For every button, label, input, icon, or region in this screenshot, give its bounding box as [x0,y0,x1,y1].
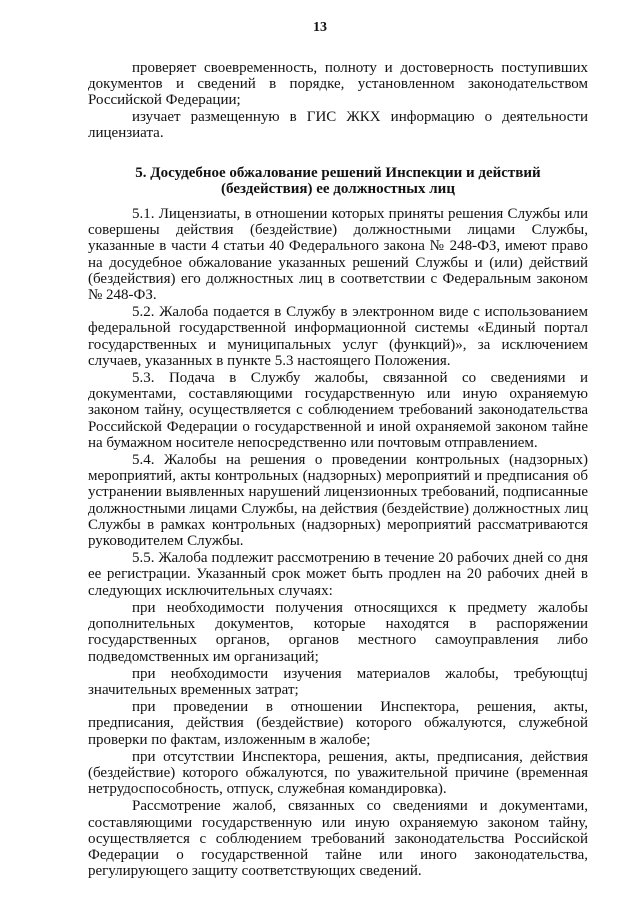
section-heading-line-2: (бездействия) ее должностных лиц [221,181,455,198]
intro-paragraph-1: проверяет своевременность, полноту и достоверность поступивших документов и сведений в порядке, установленном законодательством Российской Федерации; [88,60,588,109]
document-body [88,60,588,879]
page-number: 13 [313,20,327,35]
paragraph-secret-complaints: Рассмотрение жалоб, связанных со сведениями и документами, составляющими государственную или иную охраняемую законом тайну, осуществляется с соблюдением требований законодательства Российской Федерации о государственной тайне или иного законодательства, регулирующего защиту соответствующих сведений. [88,798,588,880]
paragraph-5-2: 5.2. Жалоба подается в Службу в электронном виде с использованием федеральной государственной информационной системы «Единый портал государственных и муниципальных услуг (функций)», за исключением случаев, указанных в пункте 5.3 настоящего Положения. [88,304,588,369]
case-item-1: при необходимости получения относящихся к предмету жалобы дополнительных документов, которые находятся в распоряжении государственных органов, органов местного самоуправления либо подведомственных им организаций; [88,599,588,665]
case-item-4: при отсутствии Инспектора, решения, акты, предписания, действия (бездействие) которого обжалуются, по уважительной причине (временная нетрудоспособность, отпуск, служебная командировка). [88,748,588,798]
paragraph-5-1: 5.1. Лицензиаты, в отношении которых приняты решения Службы или совершены действия (бездействие) должностными лицами Службы, указанные в части 4 статьи 40 Федерального закона № 248-ФЗ, имеют право на досудебное обжалование указанных решений Службы и (или) действий (бездействия) его должностных лиц в соответствии с Федеральным законом № 248-ФЗ. [88,206,588,304]
section-heading-line-1: 5. Досудебное обжалование решений Инспекции и действий [135,165,541,182]
intro-paragraph-2: изучает размещенную в ГИС ЖКХ информацию о деятельности лицензиата. [88,108,588,141]
case-item-2: при необходимости изучения материалов жалобы, требующtuj значительных временных затрат; [88,665,588,698]
paragraph-5-5: 5.5. Жалоба подлежит рассмотрению в течение 20 рабочих дней со дня ее регистрации. Указанный срок может быть продлен на 20 рабочих дней в следующих исключительных случаях: [88,550,588,599]
paragraph-5-4: 5.4. Жалобы на решения о проведении контрольных (надзорных) мероприятий, акты контрольных (надзорных) мероприятий и предписания об устранении выявленных нарушений лицензионных требований, подписанные должностными лицами Службы, на действия (бездействие) должностных лиц Службы в рамках контрольных (надзорных) мероприятий рассматриваются руководителем Службы. [88,452,588,550]
section-heading [88,165,588,197]
case-item-3: при проведении в отношении Инспектора, решения, акты, предписания, действия (бездействие) которого обжалуются, служебной проверки по фактам, изложенным в жалобе; [88,699,588,748]
paragraph-5-3: 5.3. Подача в Службу жалобы, связанной со сведениями и документами, составляющими государственную или иную охраняемую законом тайну, осуществляется с соблюдением требований законодательства Российской Федерации о государственной и иной охраняемой законом тайне на бумажном носителе непосредственно или почтовым отправлением. [88,370,588,451]
